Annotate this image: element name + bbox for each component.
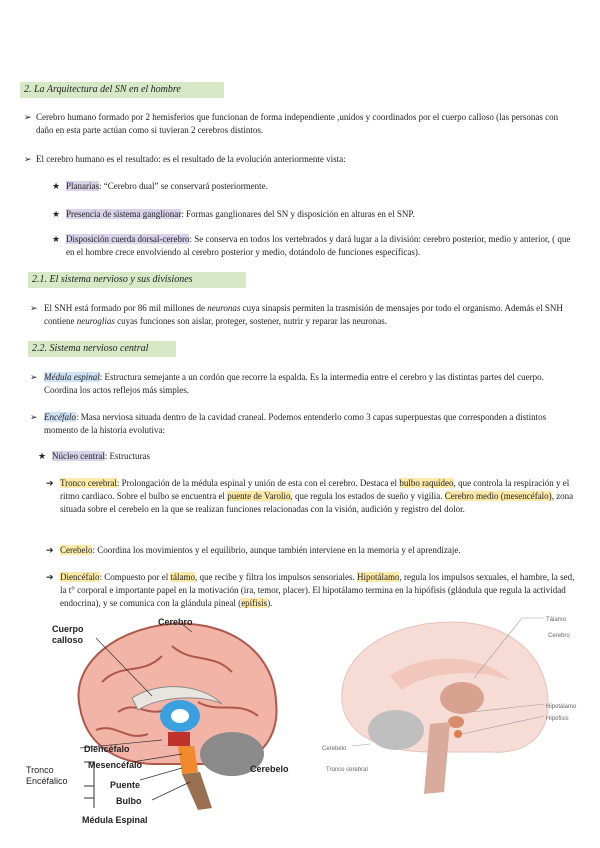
term-medula-espinal: Médula espinal xyxy=(44,372,100,382)
text-diencefalo-3: , regula los impulsos sexuales, el hambre, la sed, la t° corporal e importante papel en la motivación (ira, temor, placer). El hipotálamo termina en la hipófisis (glándula que regula la actividad endocrina), y se comunica con la glándula pineal ( xyxy=(60,572,575,608)
text-planarias: : “Cerebro dual” se conservará posteriormente. xyxy=(99,181,268,191)
text-nucleo: : Estructuras xyxy=(104,451,150,461)
term-bulbo-raquideo: bulbo raquídeo xyxy=(399,478,454,488)
term-planarias: Planarias xyxy=(66,181,99,191)
term-tronco-cerebral: Tronco cerebral xyxy=(60,478,117,488)
term-hipotalamo: Hipotálamo xyxy=(356,572,400,582)
text-snh-b: cuya sinapsis permiten la trasmisión de mensajes por todo el organismo. Además el SNH contiene xyxy=(44,303,563,326)
arrow-bullet-icon: ➢ xyxy=(30,412,38,422)
paragraph-evolucion: El cerebro humano es el resultado: es el resultado de la evolución anteriormente vista: xyxy=(36,154,346,164)
text-sistema-ganglionar: : Formas ganglionares del SN y disposición en alturas en el SNP. xyxy=(181,209,415,219)
arrow-bullet-icon: ➢ xyxy=(24,154,32,164)
section-2-title: 2. La Arquitectura del SN en el hombre xyxy=(20,82,224,98)
label-r-tronco-cerebral: Tronco cerebral xyxy=(326,767,368,773)
term-mesencefalo: Cerebro medio (mesencéfalo) xyxy=(444,491,552,501)
label-r-talamo: Tálamo xyxy=(546,617,567,623)
item-cerebelo xyxy=(60,544,576,557)
text-tronco-3: , que regula los estados de sueño y vigilia. xyxy=(290,491,445,501)
text-encefalo: : Masa nerviosa situada dentro de la cavidad craneal. Podemos entenderlo como 3 capas superpuestas que corresponden a distintos momento de la historia evolutiva: xyxy=(44,412,547,435)
item-diencefalo xyxy=(60,571,576,610)
text-cerebelo: : Coordina los movimientos y el equilibrio, aunque también interviene en la memoria y el aprendizaje. xyxy=(92,545,461,555)
label-r-cerebelo: Cerebelo xyxy=(322,746,347,752)
text-diencefalo-4: ). xyxy=(267,598,273,608)
item-sistema-ganglionar xyxy=(66,208,576,221)
label-medula-espinal: Médula Espinal xyxy=(82,815,148,825)
star-bullet-icon: ★ xyxy=(52,209,61,219)
label-tronco-encefalico: Tronco Encéfalico xyxy=(26,765,68,786)
text-tronco-4: , zona situada sobre el cerebelo en la que se realizan funciones relacionadas con la visión, audición y registro del dolor. xyxy=(60,491,574,514)
text-diencefalo-1: : Compuesto por el xyxy=(99,572,171,582)
label-puente: Puente xyxy=(110,780,141,790)
item-nucleo-central xyxy=(52,450,576,463)
label-cerebelo: Cerebelo xyxy=(250,764,289,774)
text-tronco-1: : Prolongación de la médula espinal y unión de esta con el cerebro. Destaca el xyxy=(116,478,400,488)
label-r-cerebro: Cerebro xyxy=(548,633,570,639)
arrow-bullet-icon: ➢ xyxy=(24,112,32,122)
paragraph-cerebro-humano: Cerebro humano formado por 2 hemisferios que funcionan de forma independiente ,unidos y coordinados por el cuerpo calloso (las personas con daño en esta parte actúan como si tuvieran 2 cerebros distintos. xyxy=(36,112,559,135)
term-encefalo: Encéfalo xyxy=(44,412,76,422)
label-mesencefalo: Mesencéfalo xyxy=(88,760,143,770)
text-snh-a: El SNH está formado por 86 mil millones de xyxy=(44,303,208,313)
paragraph-encefalo xyxy=(44,411,576,437)
section-22-title: 2.2. Sistema nervioso central xyxy=(28,341,176,357)
paragraph-snh xyxy=(44,302,576,328)
term-neuronas: neuronas xyxy=(207,303,241,313)
term-neuroglias: neuroglias xyxy=(76,316,115,326)
item-cuerda-dorsal xyxy=(66,233,576,259)
star-bullet-icon: ★ xyxy=(52,181,61,191)
term-cerebelo: Cerebelo xyxy=(60,545,93,555)
term-cuerda-dorsal: Disposición cuerda dorsal-cerebro xyxy=(66,234,190,244)
arrow-bullet-icon: ➢ xyxy=(30,372,38,382)
label-r-hipofisis: Hipófisis xyxy=(546,716,569,722)
term-nucleo-central: Núcleo central xyxy=(52,451,105,461)
paragraph-medula xyxy=(44,371,576,397)
item-tronco-cerebral xyxy=(60,477,576,516)
star-bullet-icon: ★ xyxy=(38,451,47,461)
label-diencefalo: Diencéfalo xyxy=(84,744,130,754)
text-medula: : Estructura semejante a un cordón que recorre la espalda. Es la intermedia entre el cerebro y las distintas partes del cuerpo. Coordina los actos reflejos más simples. xyxy=(44,372,544,395)
term-puente-varolio: puente de Varolio xyxy=(227,491,291,501)
text-cuerda-dorsal: : Se conserva en todos los vertebrados y dará lugar a la división: cerebro posterior, medio y anterior, ( que en el hombre crece envolviendo al cerebro posterior y medio, dotándolo de funciones específicas). xyxy=(66,234,571,257)
term-sistema-ganglionar: Presencia de sistema ganglionar xyxy=(66,209,182,219)
term-epifisis: epífisis xyxy=(241,598,268,608)
term-diencefalo: Diencéfalo xyxy=(60,572,100,582)
arrow-right-icon: ➔ xyxy=(46,545,54,555)
star-bullet-icon: ★ xyxy=(52,234,61,244)
arrow-bullet-icon: ➢ xyxy=(30,303,38,313)
text-diencefalo-2: , que recibe y filtra los impulsos sensoriales. xyxy=(194,572,357,582)
section-21-title: 2.1. El sistema nervioso y sus divisiones xyxy=(28,272,246,288)
arrow-right-icon: ➔ xyxy=(46,478,54,488)
text-tronco-2: , que controla la respiración y el ritmo cardiaco. Sobre el bulbo se encuentra el xyxy=(60,478,570,501)
arrow-right-icon: ➔ xyxy=(46,572,54,582)
label-r-hipotalamo: Hipotálamo xyxy=(546,704,577,710)
label-bulbo: Bulbo xyxy=(116,796,142,806)
label-cerebro: Cerebro xyxy=(158,617,193,627)
term-talamo: tálamo xyxy=(170,572,195,582)
text-snh-c: cuyas funciones son aislar, proteger, sostener, nutrir y reparar las neuronas. xyxy=(114,316,387,326)
label-cuerpo-calloso: Cuerpo calloso xyxy=(52,624,84,645)
item-planarias xyxy=(66,180,576,193)
